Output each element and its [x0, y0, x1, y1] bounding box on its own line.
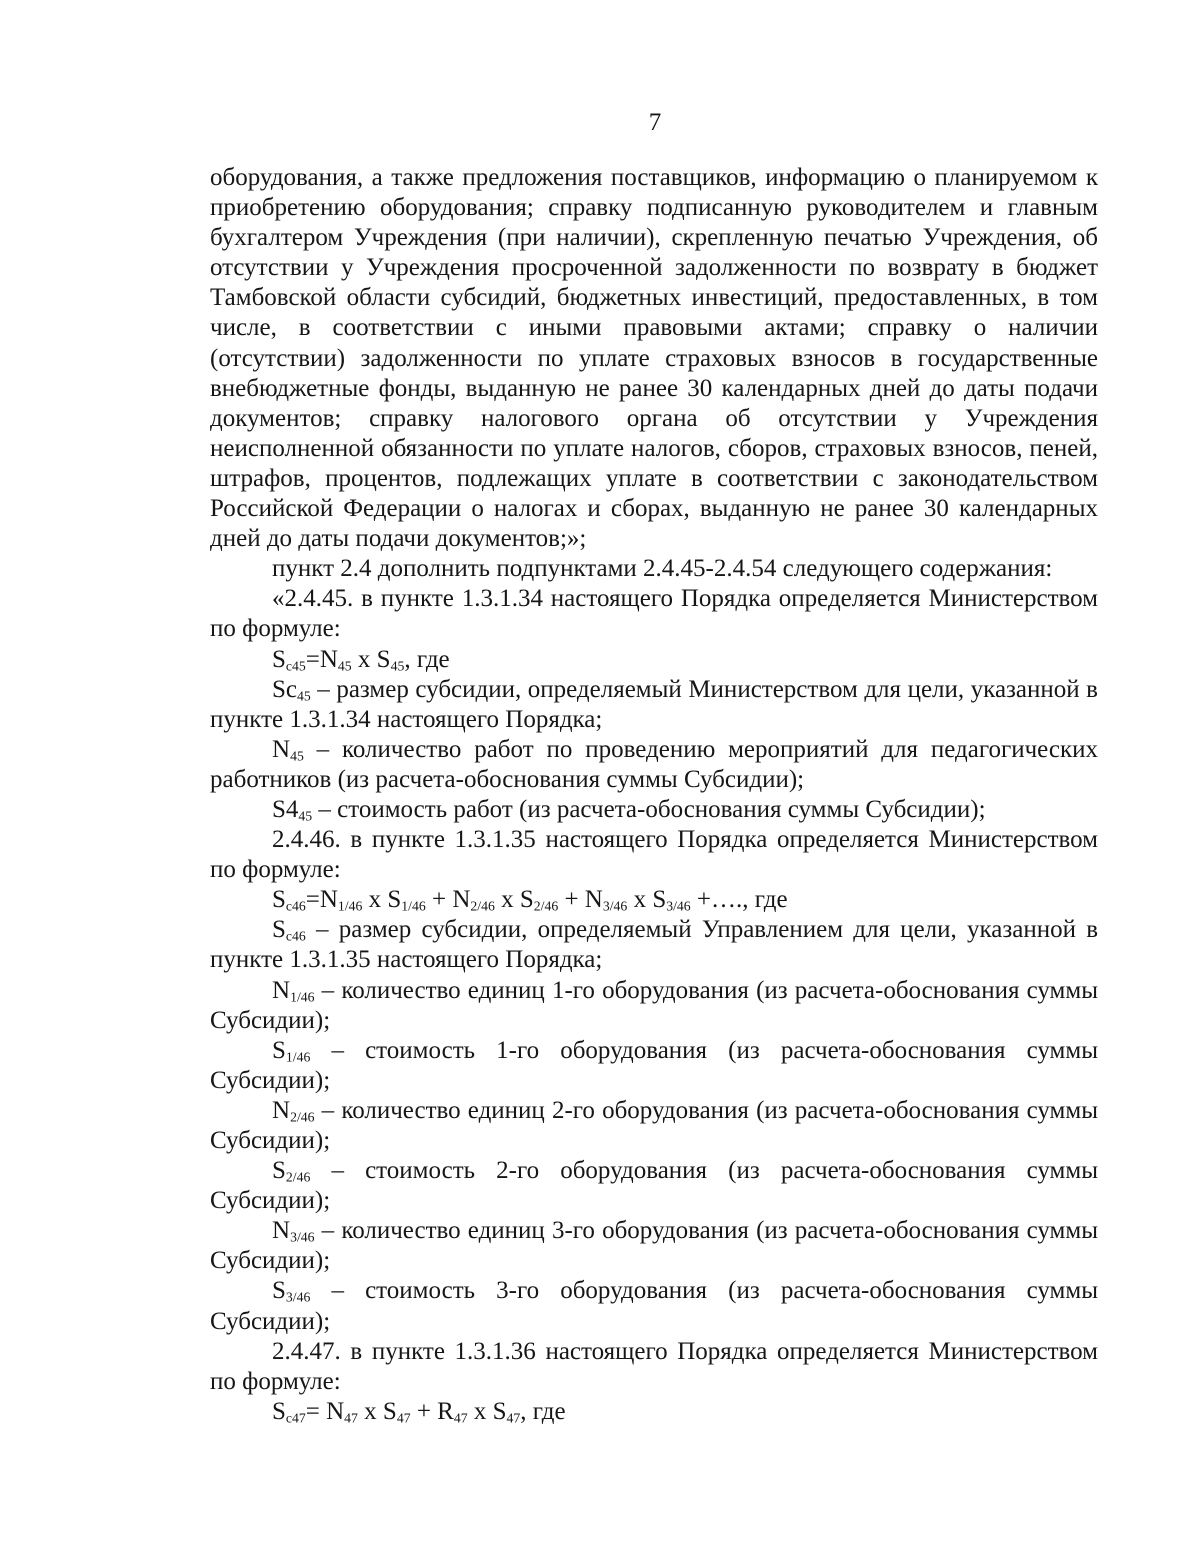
paragraph: [210, 1276, 1098, 1336]
text-run: х S: [351, 645, 391, 673]
formula-line: [210, 645, 1098, 675]
paragraph: [210, 825, 1098, 885]
paragraph: [210, 1096, 1098, 1156]
text-run: х S: [467, 1397, 507, 1425]
subscript: 3/46: [602, 898, 628, 914]
paragraph: [210, 1036, 1098, 1096]
text-run: S4: [272, 795, 299, 823]
paragraph: [210, 1337, 1098, 1397]
formula-line: [210, 885, 1098, 915]
text-run: = N: [305, 1397, 345, 1425]
subscript: 2/46: [470, 898, 495, 914]
text-run: + N: [558, 886, 603, 914]
text-run: 2.4.46. в пункте 1.3.1.35 настоящего Порядка определяется Министерством по формуле:: [210, 826, 1098, 884]
text-run: пункт 2.4 дополнить подпунктами 2.4.45-2.4.54 следующего содержания:: [272, 555, 1053, 583]
subscript: 47: [506, 1410, 521, 1426]
text-run: оборудования, а также предложения поставщиков, информацию о планируемом к приобретению оборудования; справку подписанную руководителем и главным бухгалтером Учреждения (при наличии), скрепленную печатью Учреждения, об отсутствии у Учреждения просроченной задолженности по возврату в бюджет Тамбовской области субсидий, бюджетных инвестиций, предоставленных, в том числе, в соответствии с иными правовыми актами; справку о наличии (отсутствии) задолженности по уплате страховых взносов в государственные внебюджетные фонды, выданную не ранее 30 календарных дней до даты подачи документов; справку налогового органа об отсутствии у Учреждения неисполненной обязанности по уплате налогов, сборов, страховых взносов, пеней, штрафов, процентов, подлежащих уплате в соответствии с законодательством Российской Федерации о налогах и сборах, выданную не ранее 30 календарных дней до даты подачи документов;»;: [210, 164, 1098, 553]
text-run: – стоимость 1-го оборудования (из расчета-обоснования суммы Субсидии);: [210, 1036, 1098, 1094]
text-run: + R: [410, 1397, 454, 1425]
text-run: S: [272, 916, 286, 944]
subscript: c46: [285, 928, 306, 944]
text-run: + N: [425, 886, 471, 914]
paragraph: [210, 554, 1098, 584]
subscript: c47: [285, 1410, 306, 1426]
subscript: 3/46: [285, 1289, 311, 1305]
subscript: 3/46: [290, 1229, 315, 1245]
text-run: – количество единиц 1-го оборудования (из расчета-обоснования суммы Субсидии);: [210, 976, 1098, 1034]
paragraph: [210, 675, 1098, 735]
text-run: х S: [627, 886, 667, 914]
formula-line: [210, 1397, 1098, 1427]
text-run: S: [272, 1397, 286, 1425]
subscript: 45: [297, 688, 311, 704]
paragraph: [210, 795, 1098, 825]
text-run: х S: [357, 1397, 397, 1425]
paragraph: [210, 915, 1098, 975]
text-run: 2.4.47. в пункте 1.3.1.36 настоящего Порядка определяется Министерством по формуле:: [210, 1337, 1098, 1395]
subscript: 2/46: [533, 898, 559, 914]
document-body: [210, 163, 1098, 1427]
paragraph: [210, 163, 1098, 554]
text-run: S: [272, 1157, 286, 1185]
subscript: 1/46: [337, 898, 363, 914]
subscript: 2/46: [290, 1109, 315, 1125]
subscript: 1/46: [285, 1049, 311, 1065]
text-run: S: [272, 1277, 286, 1305]
subscript: 2/46: [285, 1169, 311, 1185]
page-number: 7: [648, 109, 662, 136]
subscript: 45: [337, 657, 352, 673]
subscript: c46: [285, 898, 306, 914]
paragraph: [210, 1216, 1098, 1276]
text-run: х S: [362, 886, 402, 914]
text-run: +…., где: [690, 886, 788, 914]
text-run: S: [272, 886, 286, 914]
subscript: 45: [390, 657, 405, 673]
text-run: – количество единиц 2-го оборудования (из расчета-обоснования суммы Субсидии);: [210, 1096, 1098, 1154]
paragraph: [210, 1156, 1098, 1216]
subscript: 47: [396, 1410, 411, 1426]
paragraph: [210, 584, 1098, 644]
subscript: 1/46: [290, 988, 315, 1004]
text-run: , где: [404, 645, 450, 673]
text-run: – стоимость 2-го оборудования (из расчета-обоснования суммы Субсидии);: [210, 1157, 1098, 1215]
text-run: – размер субсидии, определяемый Министерством для цели, указанной в пункте 1.3.1.34 настоящего Порядка;: [210, 675, 1098, 733]
text-run: S: [272, 1036, 286, 1064]
text-run: – количество работ по проведению мероприятий для педагогических работников (из расчета-обоснования суммы Субсидии);: [210, 735, 1098, 793]
subscript: 45: [298, 808, 313, 824]
text-run: х S: [494, 886, 534, 914]
text-run: S: [272, 645, 286, 673]
text-run: – стоимость 3-го оборудования (из расчета-обоснования суммы Субсидии);: [210, 1277, 1098, 1335]
text-run: «2.4.45. в пункте 1.3.1.34 настоящего Порядка определяется Министерством по формуле:: [210, 585, 1098, 643]
text-run: N: [272, 976, 291, 1004]
text-run: N: [272, 735, 291, 763]
text-run: – стоимость работ (из расчета-обоснования суммы Субсидии);: [312, 795, 986, 823]
paragraph: [210, 976, 1098, 1036]
subscript: 45: [290, 748, 304, 764]
text-run: – размер субсидии, определяемый Управлением для цели, указанной в пункте 1.3.1.35 настоящего Порядка;: [210, 916, 1098, 974]
text-run: – количество единиц 3-го оборудования (из расчета-обоснования суммы Субсидии);: [210, 1217, 1098, 1275]
subscript: 1/46: [401, 898, 426, 914]
text-run: N: [272, 1217, 291, 1245]
text-run: Sc: [272, 675, 297, 703]
text-run: N: [272, 1096, 291, 1124]
subscript: 47: [344, 1410, 358, 1426]
subscript: c45: [285, 657, 306, 673]
subscript: 47: [453, 1410, 468, 1426]
subscript: 3/46: [666, 898, 691, 914]
text-run: =N: [305, 645, 338, 673]
text-run: =N: [305, 886, 338, 914]
paragraph: [210, 735, 1098, 795]
text-run: , где: [520, 1397, 566, 1425]
